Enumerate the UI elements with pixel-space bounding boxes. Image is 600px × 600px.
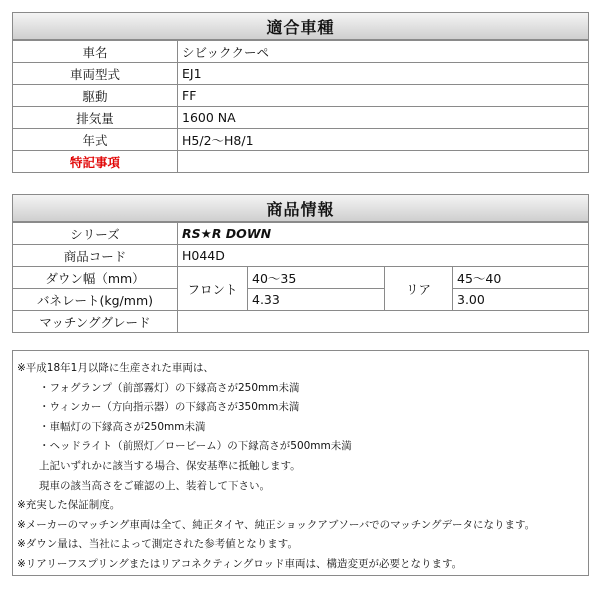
displacement-label: 排気量 <box>13 107 178 129</box>
note-line: 現車の該当高さをご確認の上、装着して下さい。 <box>39 479 270 492</box>
model-code-value: EJ1 <box>178 63 589 85</box>
table-row <box>13 289 589 311</box>
table-row <box>13 267 589 289</box>
note-line: ・ヘッドライト（前照灯／ロービーム）の下縁高さが500mm未満 <box>39 440 352 453</box>
rear-down-value: 45〜40 <box>453 267 589 289</box>
product-info-title: 商品情報 <box>266 199 335 219</box>
fitment-header <box>12 12 589 40</box>
note-line: 上記いずれかに該当する場合、保安基準に抵触します。 <box>39 459 301 472</box>
note-line: ※充実した保証制度。 <box>17 499 121 512</box>
table-row <box>13 311 589 333</box>
fitment-table <box>12 40 589 173</box>
rear-label: リア <box>385 267 453 311</box>
car-name-value: シビッククーペ <box>178 41 589 63</box>
model-code-label: 車両型式 <box>13 63 178 85</box>
note-line: ・ウィンカー（方向指示器）の下縁高さが350mm未満 <box>39 401 300 414</box>
front-down-value: 40〜35 <box>248 267 385 289</box>
drive-value: FF <box>178 85 589 107</box>
fitment-title: 適合車種 <box>266 17 335 37</box>
note-line: ・フォグランプ（前部霧灯）の下縁高さが250mm未満 <box>39 381 300 394</box>
matching-grade-value <box>178 311 589 333</box>
table-row <box>13 129 589 151</box>
series-label: シリーズ <box>13 223 178 245</box>
table-row <box>13 63 589 85</box>
product-table <box>12 222 589 333</box>
special-notes-value <box>178 151 589 173</box>
note-line: ※リアリーフスプリングまたはリアコネクティングロッド車両は、構造変更が必要となります。 <box>17 557 463 570</box>
year-label: 年式 <box>13 129 178 151</box>
special-notes-label: 特記事項 <box>13 151 178 173</box>
car-name-label: 車名 <box>13 41 178 63</box>
table-row <box>13 245 589 267</box>
spring-rate-label: バネレート(kg/mm) <box>13 289 178 311</box>
front-rate-value: 4.33 <box>248 289 385 311</box>
rear-rate-value: 3.00 <box>453 289 589 311</box>
notes-box <box>12 350 589 576</box>
table-row <box>13 151 589 173</box>
front-label: フロント <box>178 267 248 311</box>
matching-grade-label: マッチンググレード <box>13 311 178 333</box>
down-width-label: ダウン幅（mm） <box>13 267 178 289</box>
product-code-value: H044D <box>178 245 589 267</box>
table-row <box>13 107 589 129</box>
drive-label: 駆動 <box>13 85 178 107</box>
note-line: ※ダウン量は、当社によって測定された参考値となります。 <box>17 538 298 551</box>
product-code-label: 商品コード <box>13 245 178 267</box>
note-line: ※メーカーのマッチング車両は全て、純正タイヤ、純正ショックアブソーバでのマッチングデータになります。 <box>17 518 536 531</box>
table-row <box>13 223 589 245</box>
note-line: ※平成18年1月以降に生産された車両は、 <box>17 362 214 374</box>
year-value: H5/2〜H8/1 <box>178 129 589 151</box>
displacement-value: 1600 NA <box>178 107 589 129</box>
table-row <box>13 41 589 63</box>
note-line: ・車幅灯の下縁高さが250mm未満 <box>39 420 206 433</box>
table-row <box>13 85 589 107</box>
series-value: RS★R DOWN <box>178 223 589 245</box>
product-info-header <box>12 194 589 222</box>
